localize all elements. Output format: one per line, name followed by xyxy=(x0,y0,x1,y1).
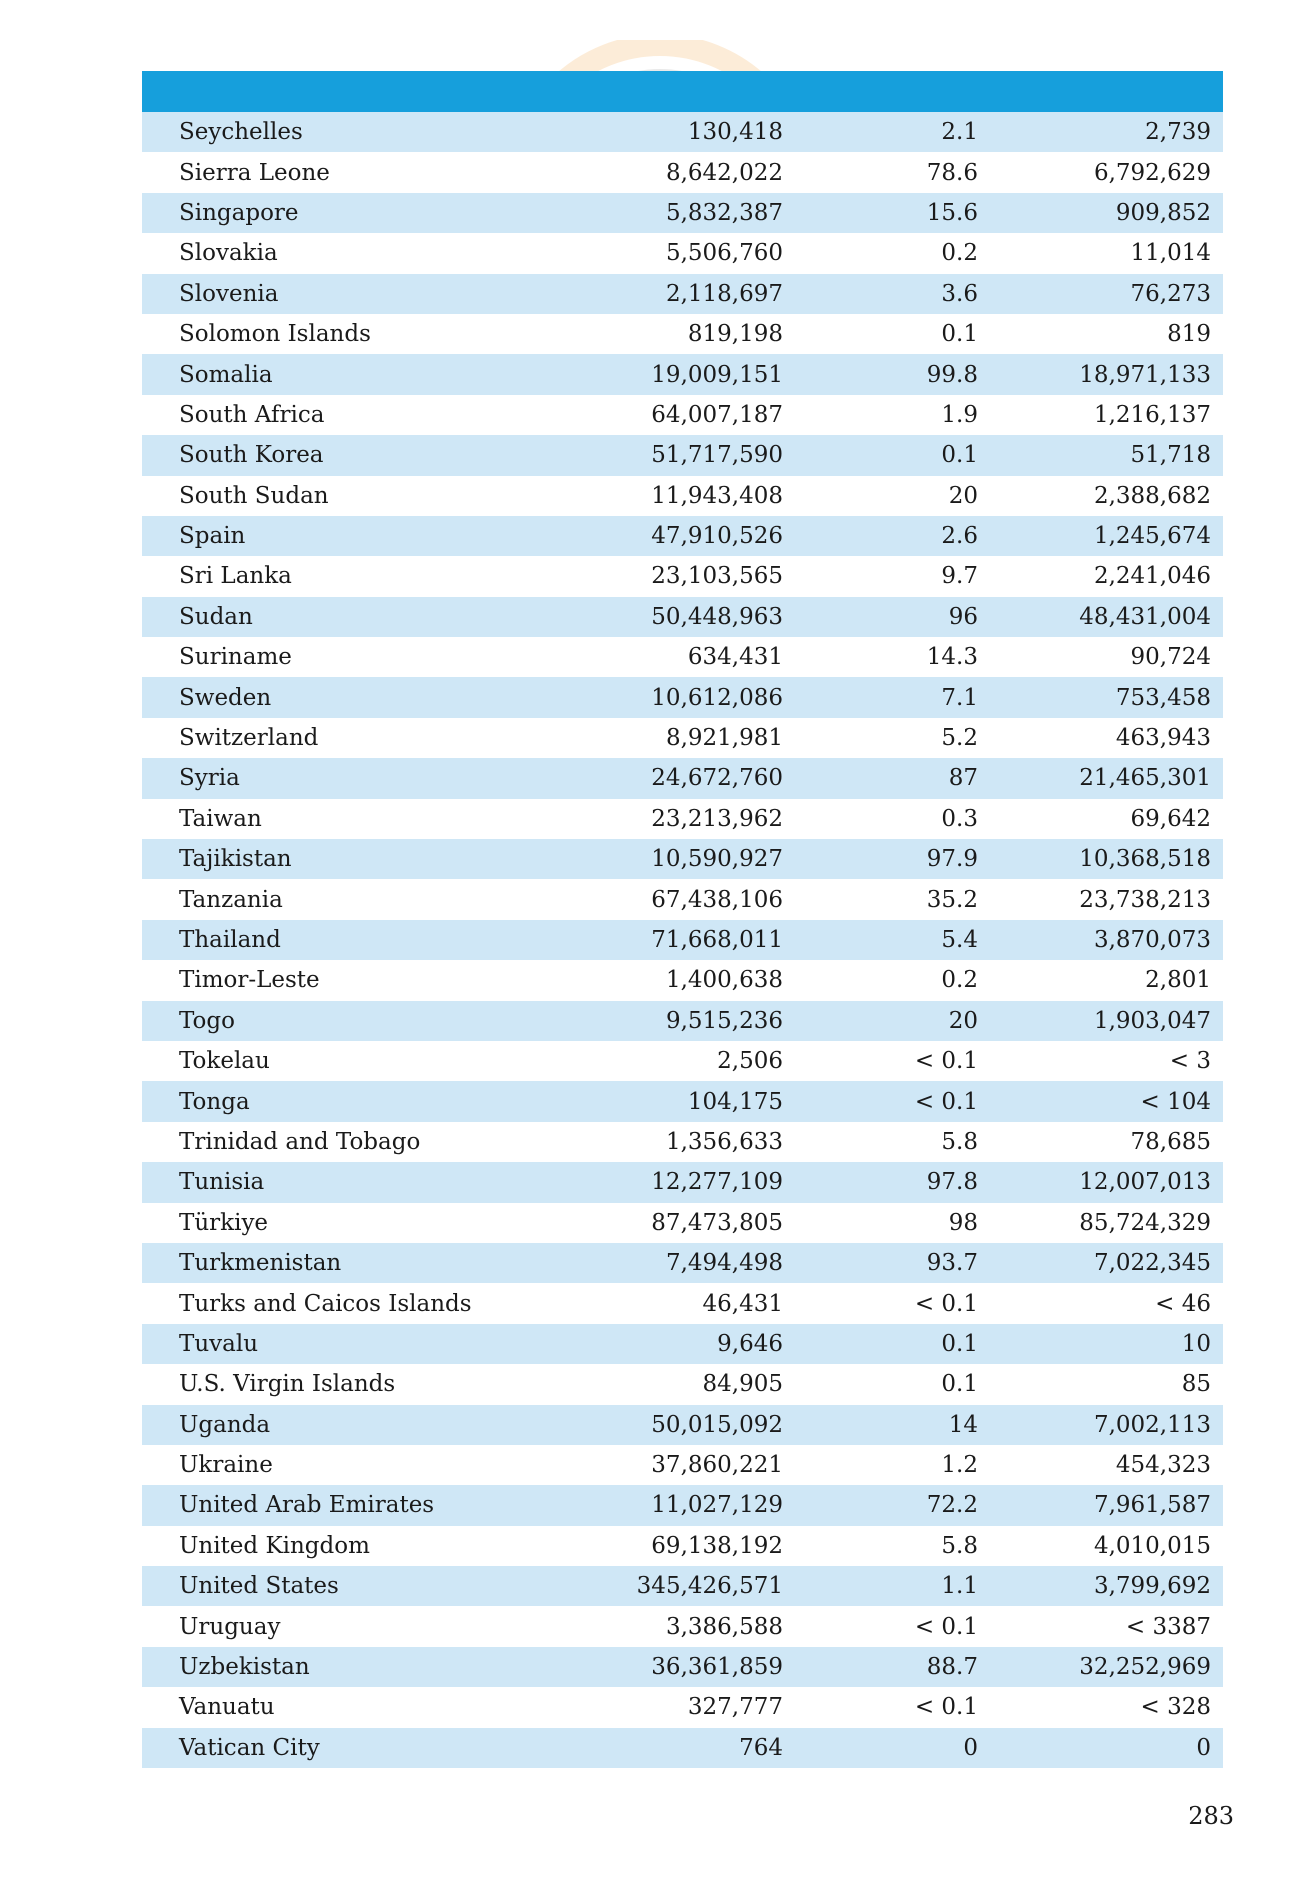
table-row xyxy=(142,1122,1223,1162)
percent-value: 78.6 xyxy=(926,159,978,186)
population-value: 11,943,408 xyxy=(651,482,783,509)
country-name: Timor-Leste xyxy=(179,967,320,994)
population-value: 8,642,022 xyxy=(665,159,783,186)
population-value: 50,448,963 xyxy=(651,603,783,630)
percent-value: < 0.1 xyxy=(914,1088,978,1115)
table-row xyxy=(142,476,1223,516)
country-name: United Arab Emirates xyxy=(179,1492,435,1519)
table-row xyxy=(142,1687,1223,1727)
count-value: 10 xyxy=(1181,1330,1211,1357)
population-value: 130,418 xyxy=(687,119,783,146)
count-value: 12,007,013 xyxy=(1079,1169,1211,1196)
percent-value: 96 xyxy=(948,603,978,630)
table-row xyxy=(142,799,1223,839)
table-row xyxy=(142,1647,1223,1687)
percent-value: 7.1 xyxy=(941,684,978,711)
population-value: 327,777 xyxy=(687,1694,783,1721)
population-value: 36,361,859 xyxy=(651,1654,783,1681)
percent-value: 98 xyxy=(948,1209,978,1236)
table-row xyxy=(142,1445,1223,1485)
population-value: 19,009,151 xyxy=(651,361,783,388)
population-value: 10,590,927 xyxy=(651,846,783,873)
population-value: 47,910,526 xyxy=(651,523,783,550)
country-name: Vatican City xyxy=(179,1734,320,1761)
count-value: 85 xyxy=(1181,1371,1211,1398)
population-value: 64,007,187 xyxy=(651,401,783,428)
count-value: 48,431,004 xyxy=(1079,603,1211,630)
population-value: 50,015,092 xyxy=(651,1411,783,1438)
count-value: 23,738,213 xyxy=(1079,886,1211,913)
country-name: Solomon Islands xyxy=(179,321,371,348)
country-name: Seychelles xyxy=(179,119,303,146)
table-row xyxy=(142,233,1223,273)
percent-value: 97.9 xyxy=(926,846,978,873)
percent-value: 0.1 xyxy=(941,321,978,348)
count-value: 4,010,015 xyxy=(1093,1532,1211,1559)
country-name: Tanzania xyxy=(179,886,283,913)
count-value: 69,642 xyxy=(1130,805,1211,832)
percent-value: 0.2 xyxy=(941,967,978,994)
country-name: South Africa xyxy=(179,401,325,428)
country-name: United Kingdom xyxy=(179,1532,370,1559)
population-value: 51,717,590 xyxy=(651,442,783,469)
table-row xyxy=(142,1041,1223,1081)
country-name: Turkmenistan xyxy=(179,1250,342,1277)
percent-value: < 0.1 xyxy=(914,1613,978,1640)
count-value: 78,685 xyxy=(1130,1128,1211,1155)
table-row xyxy=(142,1162,1223,1202)
population-value: 69,138,192 xyxy=(651,1532,783,1559)
population-value: 37,860,221 xyxy=(651,1452,783,1479)
country-name: Uruguay xyxy=(179,1613,281,1640)
country-name: Turks and Caicos Islands xyxy=(179,1290,472,1317)
country-name: Sierra Leone xyxy=(179,159,330,186)
country-name: Togo xyxy=(179,1007,235,1034)
percent-value: 1.1 xyxy=(941,1573,978,1600)
country-name: Türkiye xyxy=(179,1209,269,1236)
country-name: United States xyxy=(179,1573,339,1600)
count-value: 7,022,345 xyxy=(1093,1250,1211,1277)
table-row xyxy=(142,395,1223,435)
population-value: 23,103,565 xyxy=(651,563,783,590)
count-value: 76,273 xyxy=(1130,280,1211,307)
population-value: 87,473,805 xyxy=(651,1209,783,1236)
population-value: 24,672,760 xyxy=(651,765,783,792)
count-value: 51,718 xyxy=(1130,442,1211,469)
country-name: Somalia xyxy=(179,361,273,388)
population-value: 46,431 xyxy=(702,1290,783,1317)
table-row xyxy=(142,677,1223,717)
table-row xyxy=(142,1526,1223,1566)
percent-value: 5.4 xyxy=(941,927,978,953)
count-value: 2,388,682 xyxy=(1093,482,1211,509)
country-name: Slovakia xyxy=(179,240,278,267)
population-value: 9,515,236 xyxy=(665,1007,783,1034)
country-name: Uganda xyxy=(179,1411,271,1438)
table-row xyxy=(142,1203,1223,1243)
table-row xyxy=(142,960,1223,1000)
population-value: 7,494,498 xyxy=(665,1250,783,1277)
table-row xyxy=(142,839,1223,879)
country-name: Suriname xyxy=(179,644,292,671)
percent-value: 5.8 xyxy=(941,1532,978,1559)
table-row xyxy=(142,758,1223,798)
count-value: 1,903,047 xyxy=(1093,1007,1211,1034)
population-value: 11,027,129 xyxy=(651,1492,783,1519)
table-row xyxy=(142,718,1223,758)
count-value: 2,801 xyxy=(1145,967,1211,994)
count-value: 819 xyxy=(1167,321,1211,348)
population-value: 3,386,588 xyxy=(665,1613,783,1640)
percent-value: 2.1 xyxy=(941,119,978,146)
count-value: 11,014 xyxy=(1130,240,1211,267)
percent-value: 20 xyxy=(948,482,978,509)
count-value: < 104 xyxy=(1140,1088,1211,1115)
table-row xyxy=(142,516,1223,556)
country-name: Syria xyxy=(179,765,240,792)
count-value: 0 xyxy=(1196,1734,1211,1761)
population-value: 819,198 xyxy=(687,321,783,348)
count-value: < 3 xyxy=(1169,1048,1211,1075)
count-value: 2,241,046 xyxy=(1093,563,1211,590)
country-name: Singapore xyxy=(179,199,299,226)
table-row xyxy=(142,920,1223,960)
country-name: Sri Lanka xyxy=(179,563,292,590)
percent-value: < 0.1 xyxy=(914,1048,978,1075)
percent-value: < 0.1 xyxy=(914,1290,978,1317)
count-value: 753,458 xyxy=(1115,684,1211,711)
percent-value: 3.6 xyxy=(941,280,978,307)
count-value: 909,852 xyxy=(1115,199,1211,226)
percent-value: 1.2 xyxy=(941,1452,978,1479)
count-value: 90,724 xyxy=(1130,644,1211,671)
country-name: Ukraine xyxy=(179,1452,273,1479)
percent-value: 9.7 xyxy=(941,563,978,590)
population-value: 9,646 xyxy=(717,1330,783,1357)
count-value: 3,799,692 xyxy=(1093,1573,1211,1600)
count-value: 2,739 xyxy=(1145,119,1211,146)
percent-value: 87 xyxy=(948,765,978,792)
population-value: 5,832,387 xyxy=(665,199,783,226)
percent-value: 5.2 xyxy=(941,725,978,752)
country-name: Sudan xyxy=(179,603,253,630)
page-number: 283 xyxy=(1188,1802,1234,1830)
percent-value: 2.6 xyxy=(941,523,978,550)
table-row xyxy=(142,354,1223,394)
table-row xyxy=(142,1485,1223,1525)
percent-value: 14.3 xyxy=(926,644,978,671)
country-name: Trinidad and Tobago xyxy=(179,1128,421,1155)
table-row xyxy=(142,1283,1223,1323)
table-header-bar xyxy=(142,71,1223,112)
country-name: Taiwan xyxy=(179,805,262,832)
table-row xyxy=(142,1324,1223,1364)
percent-value: 0 xyxy=(963,1734,978,1761)
count-value: 7,961,587 xyxy=(1093,1492,1211,1519)
country-name: Tunisia xyxy=(179,1169,265,1196)
percent-value: 0.2 xyxy=(941,240,978,267)
percent-value: 20 xyxy=(948,1007,978,1034)
count-value: < 46 xyxy=(1155,1290,1211,1317)
population-value: 23,213,962 xyxy=(651,805,783,832)
population-value: 12,277,109 xyxy=(651,1169,783,1196)
percent-value: 72.2 xyxy=(926,1492,978,1519)
percent-value: 0.3 xyxy=(941,805,978,832)
table-body xyxy=(142,112,1223,1768)
count-value: 85,724,329 xyxy=(1079,1209,1211,1236)
count-value: 6,792,629 xyxy=(1093,159,1211,186)
population-value: 5,506,760 xyxy=(665,240,783,267)
table-row xyxy=(142,274,1223,314)
count-value: 7,002,113 xyxy=(1093,1411,1211,1438)
percent-value: 97.8 xyxy=(926,1169,978,1196)
percent-value: 0.1 xyxy=(941,1371,978,1398)
country-name: Vanuatu xyxy=(179,1694,275,1721)
count-value: 10,368,518 xyxy=(1079,846,1211,873)
population-value: 104,175 xyxy=(687,1088,783,1115)
count-value: < 3387 xyxy=(1125,1613,1211,1640)
percent-value: 99.8 xyxy=(926,361,978,388)
population-value: 8,921,981 xyxy=(665,725,783,752)
percent-value: 0.1 xyxy=(941,442,978,469)
country-name: South Korea xyxy=(179,442,324,469)
country-name: Uzbekistan xyxy=(179,1654,310,1681)
country-name: Slovenia xyxy=(179,280,279,307)
count-value: 454,323 xyxy=(1115,1452,1211,1479)
population-value: 1,400,638 xyxy=(665,967,783,994)
population-value: 84,905 xyxy=(702,1371,783,1398)
population-value: 1,356,633 xyxy=(665,1128,783,1155)
population-value: 2,118,697 xyxy=(665,280,783,307)
count-value: 21,465,301 xyxy=(1079,765,1211,792)
country-name: Switzerland xyxy=(179,725,319,752)
table-row xyxy=(142,1364,1223,1404)
percent-value: 14 xyxy=(948,1411,978,1438)
percent-value: 5.8 xyxy=(941,1128,978,1155)
percent-value: 15.6 xyxy=(926,199,978,226)
table-row xyxy=(142,193,1223,233)
data-table xyxy=(142,71,1223,1768)
population-value: 67,438,106 xyxy=(651,886,783,913)
country-name: U.S. Virgin Islands xyxy=(179,1371,396,1398)
table-row xyxy=(142,637,1223,677)
table-row xyxy=(142,597,1223,637)
country-name: Sweden xyxy=(179,684,272,711)
country-name: Spain xyxy=(179,523,246,550)
count-value: 32,252,969 xyxy=(1079,1654,1211,1681)
count-value: 18,971,133 xyxy=(1079,361,1211,388)
count-value: 1,245,674 xyxy=(1093,523,1211,550)
percent-value: 93.7 xyxy=(926,1250,978,1277)
table-row xyxy=(142,879,1223,919)
table-row xyxy=(142,1566,1223,1606)
table-row xyxy=(142,435,1223,475)
country-name: Thailand xyxy=(179,927,281,953)
percent-value: < 0.1 xyxy=(914,1694,978,1721)
population-value: 634,431 xyxy=(687,644,783,671)
country-name: Tonga xyxy=(179,1088,250,1115)
table-row xyxy=(142,1728,1223,1768)
percent-value: 88.7 xyxy=(926,1654,978,1681)
percent-value: 0.1 xyxy=(941,1330,978,1357)
table-row xyxy=(142,1405,1223,1445)
table-row xyxy=(142,1001,1223,1041)
table-row xyxy=(142,314,1223,354)
table-row xyxy=(142,112,1223,152)
country-name: Tajikistan xyxy=(179,846,292,873)
count-value: 463,943 xyxy=(1115,725,1211,752)
percent-value: 1.9 xyxy=(941,401,978,428)
population-value: 10,612,086 xyxy=(651,684,783,711)
table-row xyxy=(142,152,1223,192)
percent-value: 35.2 xyxy=(926,886,978,913)
population-value: 71,668,011 xyxy=(651,927,783,953)
population-value: 764 xyxy=(739,1734,783,1761)
table-row xyxy=(142,1606,1223,1646)
table-row xyxy=(142,1081,1223,1121)
count-value: < 328 xyxy=(1140,1694,1211,1721)
table-row xyxy=(142,556,1223,596)
table-row xyxy=(142,1243,1223,1283)
country-name: South Sudan xyxy=(179,482,329,509)
country-name: Tuvalu xyxy=(179,1330,259,1357)
population-value: 345,426,571 xyxy=(636,1573,783,1600)
population-value: 2,506 xyxy=(717,1048,783,1075)
country-name: Tokelau xyxy=(179,1048,270,1075)
count-value: 1,216,137 xyxy=(1093,401,1211,428)
count-value: 3,870,073 xyxy=(1093,927,1211,953)
